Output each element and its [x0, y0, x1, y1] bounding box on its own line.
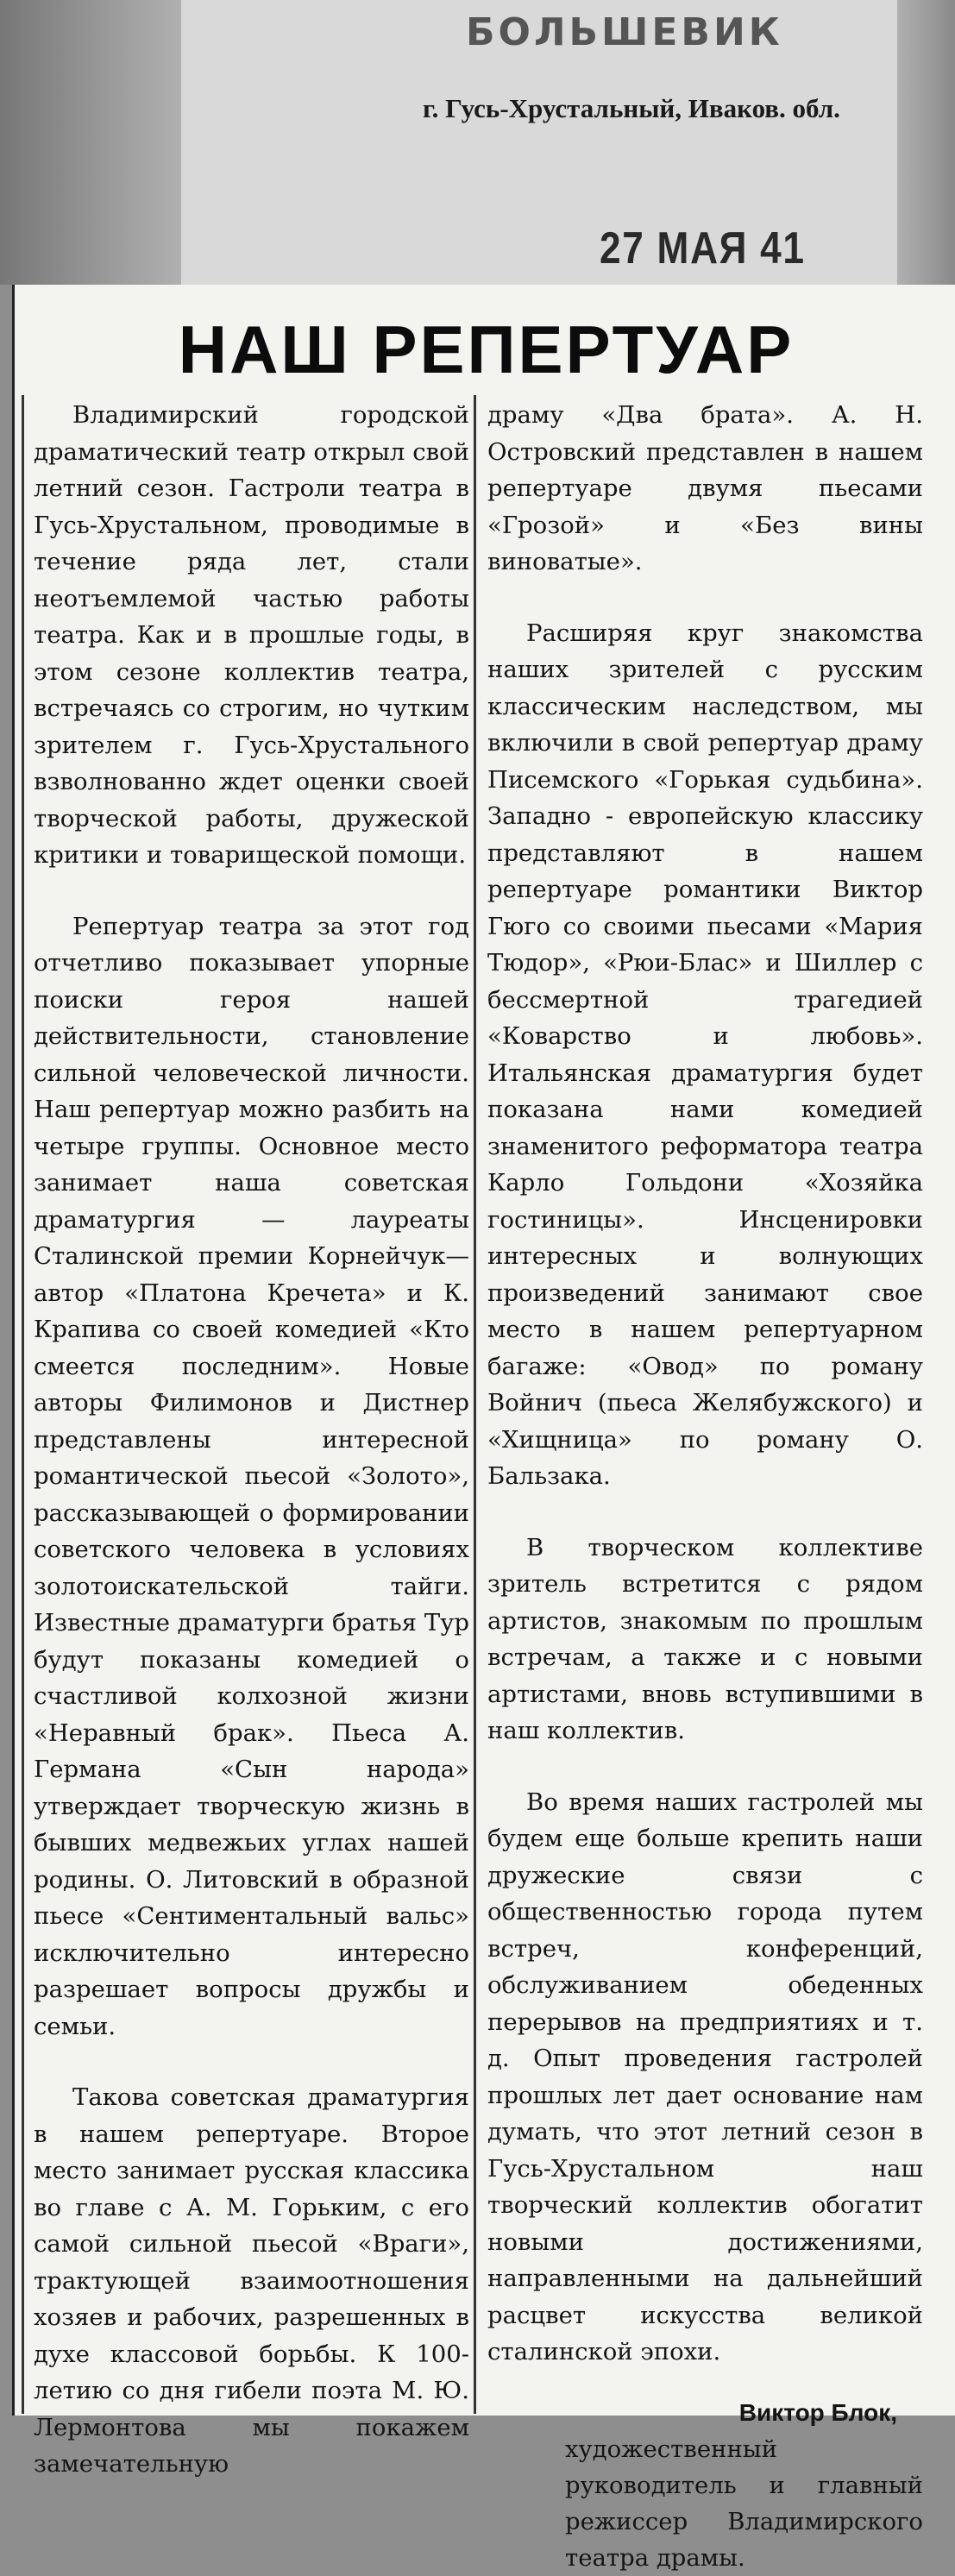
- paragraph: Во время наших гастролей мы будем еще больше крепить наши дружеские связи с общественностью города путем встреч, конференций, обслуживанием обеденных перерывов на предприятиях и т. д. Опыт проведения гастролей прошлых лет дает основание нам думать, что этот летний сезон в Гусь-Хрустальном наш творческий коллектив обогатит новыми достижениями, направленными на дальнейший расцвет искусства великой сталинской эпохи.: [487, 1784, 923, 2371]
- paragraph: Владимирский городской драматический театр открыл свой летний сезон. Гастроли театра в Гусь-Хрустальном, проводимые в течение ряда лет, стали неотъемлемой частью работы театра. Как и в прошлые годы, в этом сезоне коллектив театра, встречаясь со строгим, но чутким зрителем г. Гусь-Хрустального взволнованно ждет оценки своей творческой работы, дружеской критики и товарищеской помощи.: [34, 397, 469, 874]
- stamp-newspaper-name: БОЛЬШЕВИК: [466, 10, 897, 54]
- article-column-left: [34, 397, 469, 2517]
- clipping-stamp-area: [181, 0, 897, 285]
- column-rule-left: [22, 395, 24, 2414]
- newspaper-clipping: [12, 285, 955, 2416]
- article-title: НАШ РЕПЕРТУАР: [15, 311, 955, 389]
- stamp-date: 27 МАЯ 41: [600, 223, 893, 274]
- paragraph: драму «Два брата». А. Н. Островский представлен в нашем репертуаре двумя пьесами «Грозой» и «Без вины виноватые».: [487, 397, 923, 581]
- paragraph: Репертуар театра за этот год отчетливо показывает упорные поиски героя нашей действительности, становление сильной человеческой личности. Наш репертуар можно разбить на четыре группы. Основное место занимает наша советская драматургия — лауреаты Сталинской премии Корнейчук—автор «Платона Кречета» и К. Крапива со своей комедией «Кто смеется последним». Новые авторы Филимонов и Дистнер представлены интересной романтической пьесой «Золото», рассказывающей о формировании советского человека в условиях золотоискательской тайги. Известные драматурги братья Тур будут показаны комедией о счастливой колхозной жизни «Неравный брак». Пьеса А. Германа «Сын народа» утверждает творческую жизнь в бывших медвежьих углах нашей родины. О. Литовский в образной пьесе «Сентиментальный вальс» исключительно интересно разрешает вопросы дружбы и семьи.: [34, 908, 469, 2045]
- scan-edge-left: [0, 0, 181, 285]
- scan-edge-right: [897, 0, 955, 285]
- article-column-right: [487, 397, 923, 2576]
- signature: [487, 2395, 923, 2576]
- paragraph: Расширяя круг знакомства наших зрителей с русским классическим наследством, мы включили в свой репертуар драму Писемского «Горькая судьбина». Западно - европейскую классику представляют в нашем репертуаре романтики Виктор Гюго со своими пьесами «Мария Тюдор», «Рюи-Блас» и Шиллер с бессмертной трагедией «Коварство и любовь». Итальянская драматургия будет показана нами комедией знаменитого реформатора театра Карло Гольдони «Хозяйка гостиницы». Инсценировки интересных и волнующих произведений занимают свое место в нашем репертуарном багаже: «Овод» по роману Войнич (пьеса Желябужского) и «Хищница» по роману О. Бальзака.: [487, 615, 923, 1495]
- author-name: Виктор Блок,: [487, 2395, 923, 2432]
- paragraph: В творческом коллективе зритель встретится с рядом артистов, знакомым по прошлым встречам, а также и с новыми артистами, вновь вступившими в наш коллектив.: [487, 1530, 923, 1750]
- author-title: художественный руководитель и главный режиссер Владимирского театра драмы.: [565, 2431, 923, 2576]
- stamp-place: г. Гусь-Хрустальный, Иваков. обл.: [423, 93, 940, 124]
- column-rule-middle: [474, 395, 476, 2414]
- paragraph: Такова советская драматургия в нашем репертуаре. Второе место занимает русская классика во главе с А. М. Горьким, с его самой сильной пьесой «Враги», трактующей взаимоотношения хозяев и рабочих, разрешенных в духе классовой борьбы. К 100-летию со дня гибели поэта М. Ю. Лермонтова мы покажем замечательную: [34, 2079, 469, 2483]
